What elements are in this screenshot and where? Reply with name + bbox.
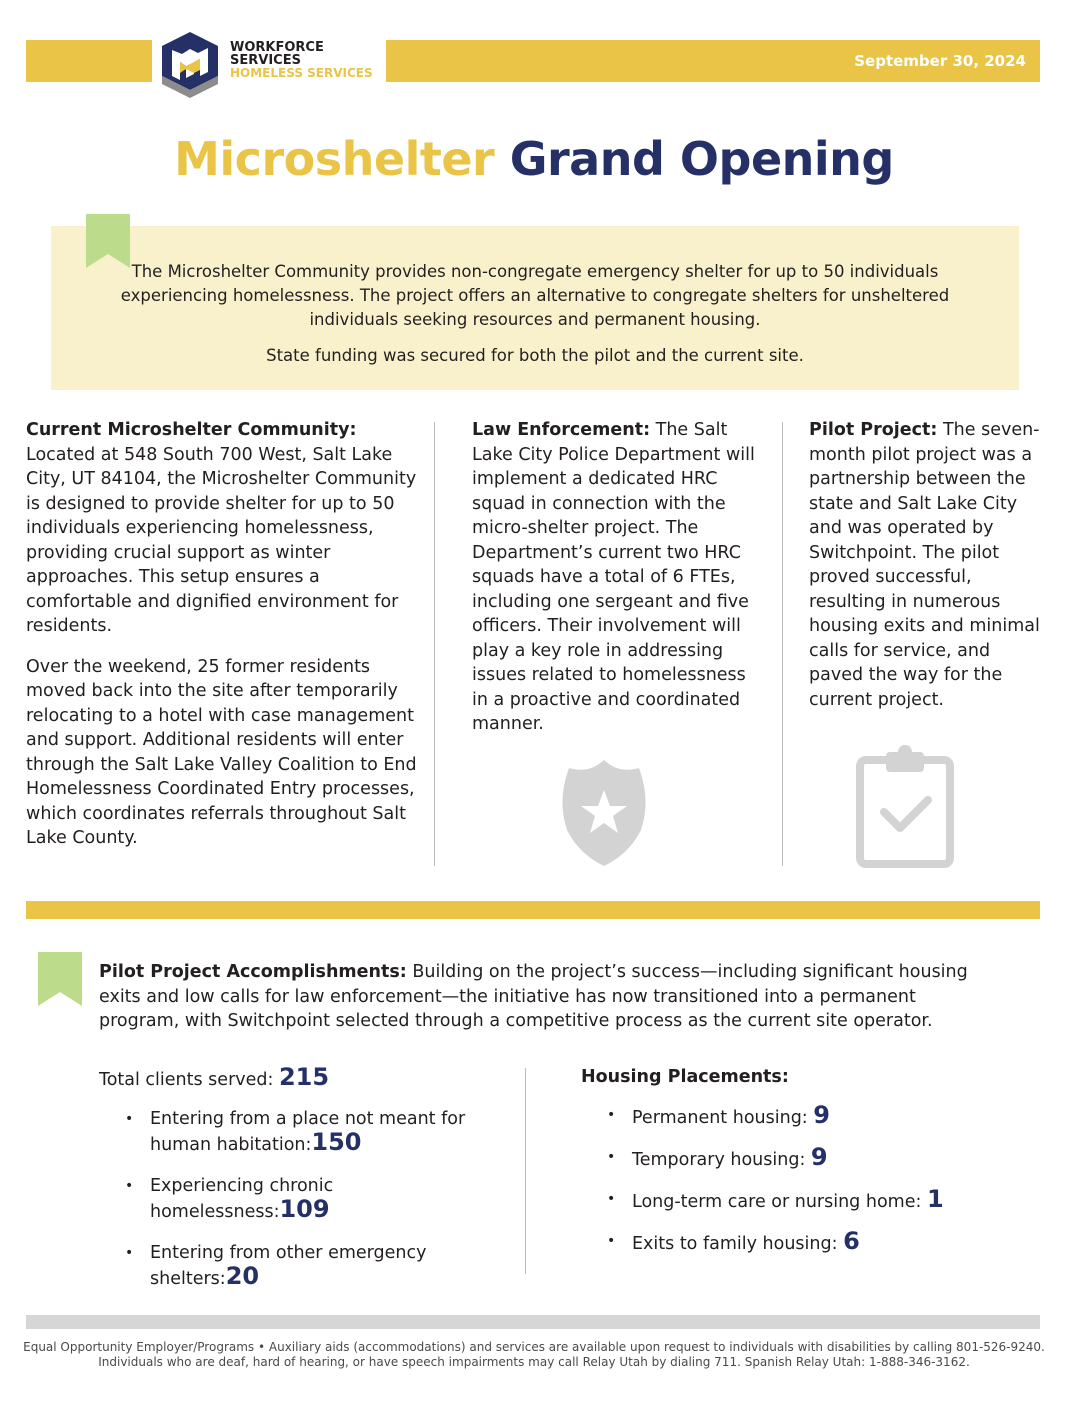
list-item — [99, 1175, 499, 1224]
list-item — [581, 1227, 1021, 1256]
logo-line-1: WORKFORCE — [230, 40, 324, 55]
list-item — [99, 1242, 499, 1291]
footer-bar — [26, 1315, 1040, 1329]
intro-paragraph-2: State funding was secured for both the pilot and the current site. — [266, 346, 804, 365]
header-bar-left — [26, 40, 152, 82]
total-clients-label: Total clients served: — [99, 1070, 274, 1090]
total-clients-line — [99, 1063, 499, 1092]
client-stat-value: 109 — [279, 1195, 330, 1223]
header-date: September 30, 2024 — [854, 52, 1026, 70]
housing-placements-stats — [581, 1066, 1021, 1272]
police-badge-icon — [559, 760, 649, 866]
housing-stat-label: Exits to family housing: — [632, 1234, 838, 1254]
housing-stat-value: 6 — [843, 1227, 860, 1255]
housing-stat-label: Long-term care or nursing home: — [632, 1192, 922, 1212]
footer-disclaimer: Equal Opportunity Employer/Programs • Auxiliary aids (accommodations) and services are available upon request to individuals with disabilities by calling 801-526-9240. Individuals who are deaf, hard of hearing, or have speech impairments may call Relay Utah by dialing 711. Spanish Relay Utah: 1-888-346-3162. — [23, 1340, 1045, 1369]
list-item — [99, 1108, 499, 1157]
clients-served-stats — [99, 1063, 499, 1309]
section-divider-bar — [26, 901, 1040, 919]
logo-line-2: SERVICES — [230, 53, 301, 68]
law-enforcement-text: The Salt Lake City Police Department will implement a dedicated HRC squad in connection with the micro-shelter project. The Department’s current two HRC squads have a total of 6 FTEs, including one sergeant and five officers. Their involvement will play a key role in addressing issues related to homelessness in a proactive and coordinated manner. — [472, 420, 755, 734]
list-item — [581, 1101, 1021, 1130]
column-divider-1 — [434, 422, 435, 866]
title-part-1: Microshelter — [174, 132, 495, 186]
workforce-services-logo-icon — [150, 24, 230, 100]
current-community-column — [26, 418, 420, 851]
client-stat-label: Entering from other emergency shelters: — [150, 1243, 427, 1289]
list-item — [581, 1185, 1021, 1214]
law-enforcement-heading: Law Enforcement: — [472, 420, 651, 440]
list-item — [581, 1143, 1021, 1172]
housing-placements-title: Housing Placements: — [581, 1067, 789, 1087]
pilot-project-text: The seven-month pilot project was a partnership between the state and Salt Lake City and was operated by Switchpoint. The pilot proved successful, resulting in numerous housing exits and minimal calls for service, and paved the way for the current project. — [809, 420, 1040, 710]
total-clients-value: 215 — [278, 1063, 330, 1091]
pilot-project-heading: Pilot Project: — [809, 420, 938, 440]
law-enforcement-column — [472, 418, 762, 737]
bookmark-icon — [38, 952, 82, 1006]
accomplishments-text: Building on the project’s success—including significant housing exits and low calls for law enforcement—the initiative has now transitioned into a permanent program, with Switchpoint selected through a competitive process as the current site operator. — [99, 962, 968, 1031]
housing-stat-value: 9 — [813, 1101, 830, 1129]
logo-wordmark — [230, 41, 373, 80]
accomplishments-paragraph — [99, 960, 999, 1034]
current-community-text-2: Over the weekend, 25 former residents moved back into the site after temporarily relocating to a hotel with case management and support. Additional residents will enter through the Salt Lake Valley Coalition to End Homelessness Coordinated Entry processes, which coordinates referrals throughout Salt Lake County. — [26, 656, 417, 848]
logo-line-3: HOMELESS SERVICES — [230, 66, 373, 80]
client-stat-label: Experiencing chronic homelessness: — [150, 1176, 334, 1222]
clipboard-check-icon — [856, 744, 954, 868]
column-divider-2 — [782, 422, 783, 866]
current-community-heading: Current Microshelter Community: — [26, 420, 357, 440]
current-community-text-1: Located at 548 South 700 West, Salt Lake City, UT 84104, the Microshelter Community is designed to provide shelter for up to 50 individuals experiencing homelessness, providing crucial support as winter approaches. This setup ensures a comfortable and dignified environment for residents. — [26, 444, 417, 636]
housing-stat-label: Temporary housing: — [632, 1150, 806, 1170]
stats-divider — [525, 1068, 526, 1274]
housing-stat-label: Permanent housing: — [632, 1108, 808, 1128]
title-part-2: Grand Opening — [509, 132, 894, 186]
housing-stat-value: 1 — [926, 1185, 944, 1213]
intro-box — [51, 226, 1019, 390]
intro-paragraph-1: The Microshelter Community provides non-congregate emergency shelter for up to 50 individuals experiencing homelessness. The project offers an alternative to congregate shelters for unsheltered individuals seeking resources and permanent housing. — [120, 262, 950, 329]
housing-stat-value: 9 — [810, 1143, 828, 1171]
client-stat-label: Entering from a place not meant for human habitation: — [150, 1109, 466, 1155]
page-title — [0, 132, 1068, 186]
accomplishments-heading: Pilot Project Accomplishments: — [99, 962, 407, 982]
pilot-project-column — [809, 418, 1041, 712]
client-stat-value: 150 — [311, 1128, 362, 1156]
client-stat-value: 20 — [225, 1262, 260, 1290]
